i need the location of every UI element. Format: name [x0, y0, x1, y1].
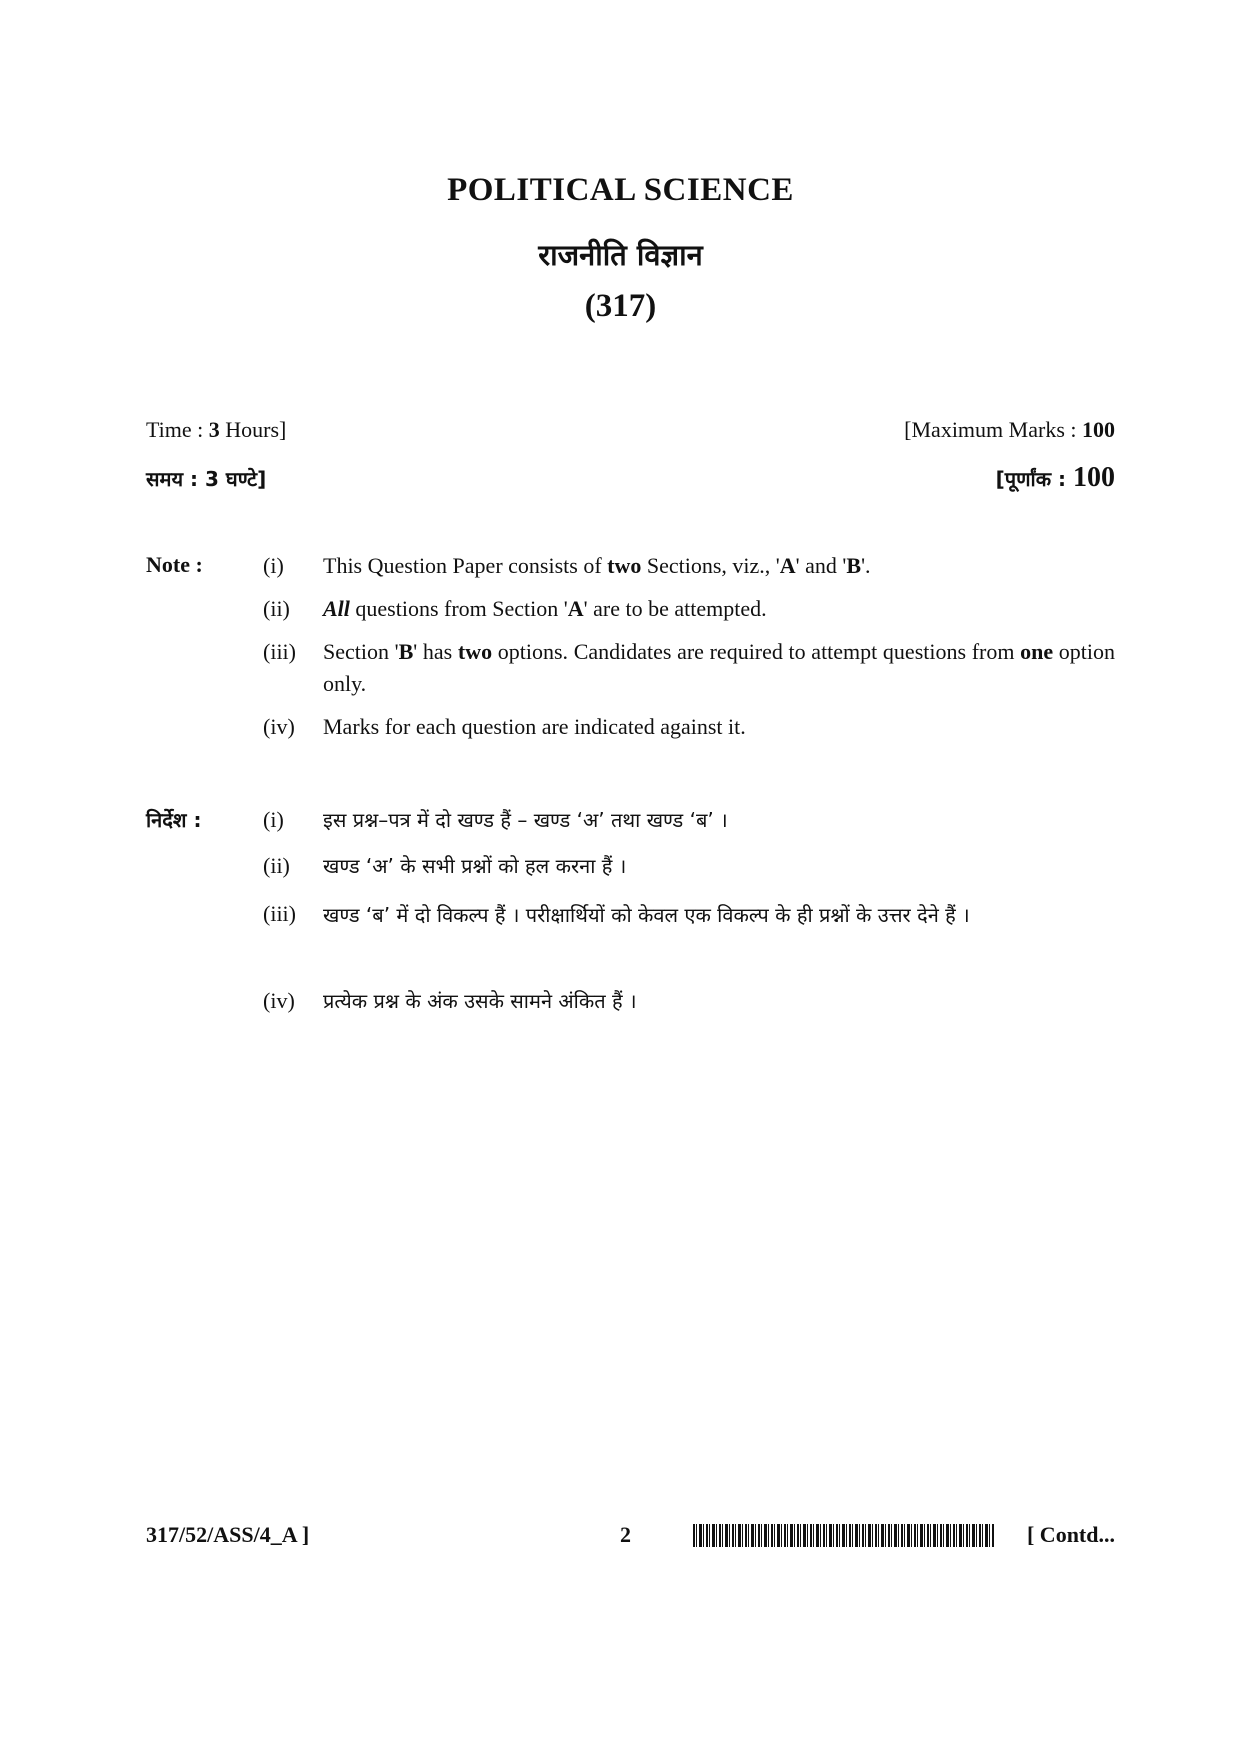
page-title: POLITICAL SCIENCE — [447, 172, 794, 208]
max-marks-english: [Maximum Marks : 100 — [904, 417, 1115, 442]
page-title-hindi: राजनीति विज्ञान — [538, 238, 703, 272]
time-english: Time : 3 Hours] — [146, 417, 287, 442]
barcode — [693, 1524, 995, 1547]
time-hindi: समय : 3 घण्टे] — [146, 467, 267, 491]
paper-code: 317/52/ASS/4_A ] — [146, 1522, 310, 1547]
exam-page: POLITICAL SCIENCE राजनीति विज्ञान (317) Time : 3 Hours] [Maximum Marks : 100 समय : 3 घण्टे] [पूर्णांक : 100 Note : (i) This Question Paper consists of two Sections, viz., 'A' and 'B'. (ii) All questions from Section 'A' are to be attempted. (iii) Section 'B' has two options. Candidates are required to attempt questions from one option only. (iv) Marks for each question are indicated against it. निर्देश : (i) इस प्रश्न–पत्र में दो खण्ड हैं – खण्ड ‘अ’ तथा खण्ड ‘ब’ । (ii) खण्ड ‘अ’ के सभी प्रश्नों को हल करना हैं । (iii) खण्ड ‘ब’ में दो विकल्प हैं । परीक्षार्थियों को केवल एक विकल्प के ही प्रश्नों के उत्तर देने हैं । (iv) प्रत्येक प्रश्न के अंक उसके सामने अंकित हैं । 317/52/ASS/4_A ] 2 [ Contd... — [0, 0, 1241, 1754]
nirdesh-label: निर्देश : — [146, 808, 202, 832]
max-marks-hindi: [पूर्णांक : 100 — [995, 462, 1115, 493]
subject-code: (317) — [584, 288, 657, 324]
continued-marker: [ Contd... — [1026, 1522, 1115, 1547]
note-label: Note : — [146, 552, 203, 577]
page-number: 2 — [620, 1522, 631, 1547]
